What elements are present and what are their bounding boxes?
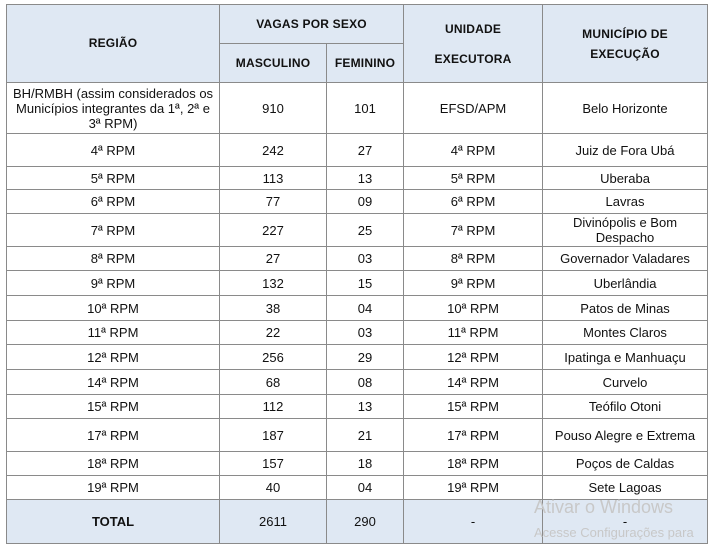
cell-feminino: 27 bbox=[327, 134, 404, 167]
cell-feminino: 13 bbox=[327, 395, 404, 419]
cell-municipio: Poços de Caldas bbox=[543, 452, 708, 476]
cell-municipio: Governador Valadares bbox=[543, 247, 708, 271]
table-row bbox=[7, 370, 708, 395]
cell-feminino: 101 bbox=[327, 83, 404, 134]
table-row bbox=[7, 247, 708, 271]
cell-masculino: 157 bbox=[220, 452, 327, 476]
cell-feminino: 03 bbox=[327, 321, 404, 345]
cell-masculino: 27 bbox=[220, 247, 327, 271]
cell-feminino: 13 bbox=[327, 167, 404, 190]
cell-masculino: 22 bbox=[220, 321, 327, 345]
cell-feminino: 18 bbox=[327, 452, 404, 476]
cell-regiao: 18ª RPM bbox=[7, 452, 220, 476]
table-row bbox=[7, 321, 708, 345]
cell-regiao: 17ª RPM bbox=[7, 419, 220, 452]
cell-regiao: 4ª RPM bbox=[7, 134, 220, 167]
cell-regiao: 8ª RPM bbox=[7, 247, 220, 271]
cell-unidade: 7ª RPM bbox=[404, 214, 543, 247]
table-row bbox=[7, 190, 708, 214]
cell-municipio: Montes Claros bbox=[543, 321, 708, 345]
cell-masculino: 40 bbox=[220, 476, 327, 500]
cell-masculino: 68 bbox=[220, 370, 327, 395]
table-row bbox=[7, 419, 708, 452]
table-row bbox=[7, 345, 708, 370]
cell-regiao: 6ª RPM bbox=[7, 190, 220, 214]
cell-unidade: 17ª RPM bbox=[404, 419, 543, 452]
header-municipio-execucao: MUNICÍPIO DE EXECUÇÃO bbox=[543, 5, 708, 83]
cell-unidade: 14ª RPM bbox=[404, 370, 543, 395]
cell-feminino: 21 bbox=[327, 419, 404, 452]
cell-feminino: 04 bbox=[327, 296, 404, 321]
table-row bbox=[7, 83, 708, 134]
table-row bbox=[7, 296, 708, 321]
cell-unidade: 4ª RPM bbox=[404, 134, 543, 167]
cell-feminino: 03 bbox=[327, 247, 404, 271]
header-masculino: MASCULINO bbox=[220, 44, 327, 83]
cell-masculino: 187 bbox=[220, 419, 327, 452]
cell-masculino: 132 bbox=[220, 271, 327, 296]
total-unidade: - bbox=[404, 500, 543, 544]
cell-feminino: 08 bbox=[327, 370, 404, 395]
cell-masculino: 910 bbox=[220, 83, 327, 134]
cell-municipio: Teófilo Otoni bbox=[543, 395, 708, 419]
cell-masculino: 113 bbox=[220, 167, 327, 190]
cell-feminino: 09 bbox=[327, 190, 404, 214]
cell-feminino: 29 bbox=[327, 345, 404, 370]
cell-regiao: 19ª RPM bbox=[7, 476, 220, 500]
cell-municipio: Pouso Alegre e Extrema bbox=[543, 419, 708, 452]
cell-regiao: 10ª RPM bbox=[7, 296, 220, 321]
cell-feminino: 15 bbox=[327, 271, 404, 296]
table-body bbox=[7, 83, 708, 500]
header-vagas-por-sexo: VAGAS POR SEXO bbox=[220, 5, 404, 44]
cell-masculino: 242 bbox=[220, 134, 327, 167]
cell-feminino: 04 bbox=[327, 476, 404, 500]
cell-masculino: 112 bbox=[220, 395, 327, 419]
total-municipio: - bbox=[543, 500, 708, 544]
cell-regiao: 11ª RPM bbox=[7, 321, 220, 345]
cell-masculino: 227 bbox=[220, 214, 327, 247]
cell-municipio: Ipatinga e Manhuaçu bbox=[543, 345, 708, 370]
total-masculino: 2611 bbox=[220, 500, 327, 544]
table-row bbox=[7, 134, 708, 167]
header-regiao: REGIÃO bbox=[7, 5, 220, 83]
cell-unidade: 9ª RPM bbox=[404, 271, 543, 296]
cell-municipio: Patos de Minas bbox=[543, 296, 708, 321]
cell-unidade: 19ª RPM bbox=[404, 476, 543, 500]
cell-masculino: 38 bbox=[220, 296, 327, 321]
total-feminino: 290 bbox=[327, 500, 404, 544]
cell-municipio: Uberaba bbox=[543, 167, 708, 190]
cell-unidade: 6ª RPM bbox=[404, 190, 543, 214]
cell-masculino: 77 bbox=[220, 190, 327, 214]
cell-masculino: 256 bbox=[220, 345, 327, 370]
cell-regiao: 12ª RPM bbox=[7, 345, 220, 370]
cell-feminino: 25 bbox=[327, 214, 404, 247]
cell-unidade: 12ª RPM bbox=[404, 345, 543, 370]
table-row bbox=[7, 214, 708, 247]
vagas-table bbox=[6, 4, 708, 544]
cell-municipio: Lavras bbox=[543, 190, 708, 214]
cell-unidade: 18ª RPM bbox=[404, 452, 543, 476]
table-row bbox=[7, 452, 708, 476]
table-row bbox=[7, 271, 708, 296]
cell-municipio: Juiz de Fora Ubá bbox=[543, 134, 708, 167]
table-row bbox=[7, 476, 708, 500]
cell-unidade: EFSD/APM bbox=[404, 83, 543, 134]
cell-unidade: 8ª RPM bbox=[404, 247, 543, 271]
table-row bbox=[7, 167, 708, 190]
cell-municipio: Divinópolis e Bom Despacho bbox=[543, 214, 708, 247]
cell-unidade: 15ª RPM bbox=[404, 395, 543, 419]
header-feminino: FEMININO bbox=[327, 44, 404, 83]
cell-regiao: BH/RMBH (assim considerados os Municípios integrantes da 1ª, 2ª e 3ª RPM) bbox=[7, 83, 220, 134]
cell-regiao: 9ª RPM bbox=[7, 271, 220, 296]
cell-regiao: 15ª RPM bbox=[7, 395, 220, 419]
total-label: TOTAL bbox=[7, 500, 220, 544]
cell-municipio: Sete Lagoas bbox=[543, 476, 708, 500]
cell-unidade: 5ª RPM bbox=[404, 167, 543, 190]
cell-regiao: 7ª RPM bbox=[7, 214, 220, 247]
header-unidade-executora: UNIDADE EXECUTORA bbox=[404, 5, 543, 83]
cell-municipio: Curvelo bbox=[543, 370, 708, 395]
cell-unidade: 11ª RPM bbox=[404, 321, 543, 345]
total-row bbox=[7, 500, 708, 544]
cell-municipio: Belo Horizonte bbox=[543, 83, 708, 134]
cell-unidade: 10ª RPM bbox=[404, 296, 543, 321]
table-row bbox=[7, 395, 708, 419]
cell-regiao: 5ª RPM bbox=[7, 167, 220, 190]
activation-watermark-subtitle: Acesse Configurações para bbox=[534, 525, 694, 540]
activation-watermark-title: Ativar o Windows bbox=[534, 497, 674, 517]
cell-regiao: 14ª RPM bbox=[7, 370, 220, 395]
cell-municipio: Uberlândia bbox=[543, 271, 708, 296]
